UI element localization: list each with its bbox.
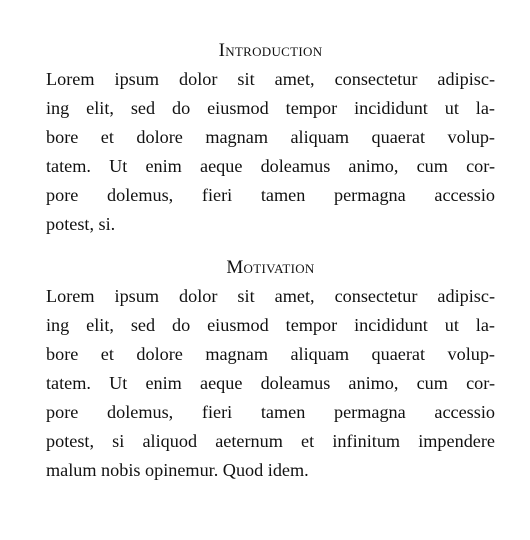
document-page	[46, 36, 495, 485]
paragraph-line: pore dolemus, fieri tamen permagna accessio	[46, 402, 495, 422]
paragraph-line: bore et dolore magnam aliquam quaerat volup-	[46, 344, 495, 364]
section-heading: Introduction	[218, 40, 323, 61]
paragraph-line: tatem. Ut enim aeque doleamus animo, cum cor-	[46, 156, 495, 176]
paragraph-line: bore et dolore magnam aliquam quaerat volup-	[46, 127, 495, 147]
paragraph-line: ing elit, sed do eiusmod tempor incididunt ut la-	[46, 98, 495, 118]
paragraph	[46, 65, 495, 239]
paragraph-line: malum nobis opinemur. Quod idem.	[46, 460, 309, 480]
paragraph-line: Lorem ipsum dolor sit amet, consectetur adipisc-	[46, 286, 495, 306]
paragraph-line: Lorem ipsum dolor sit amet, consectetur adipisc-	[46, 69, 495, 89]
section-introduction	[46, 36, 495, 239]
paragraph-line: tatem. Ut enim aeque doleamus animo, cum cor-	[46, 373, 495, 393]
paragraph-line: potest, si.	[46, 214, 116, 234]
section-motivation	[46, 253, 495, 485]
paragraph-line: ing elit, sed do eiusmod tempor incididunt ut la-	[46, 315, 495, 335]
paragraph-line: potest, si aliquod aeternum et infinitum impendere	[46, 431, 495, 451]
section-heading: Motivation	[226, 257, 315, 278]
paragraph	[46, 282, 495, 485]
paragraph-line: pore dolemus, fieri tamen permagna accessio	[46, 185, 495, 205]
